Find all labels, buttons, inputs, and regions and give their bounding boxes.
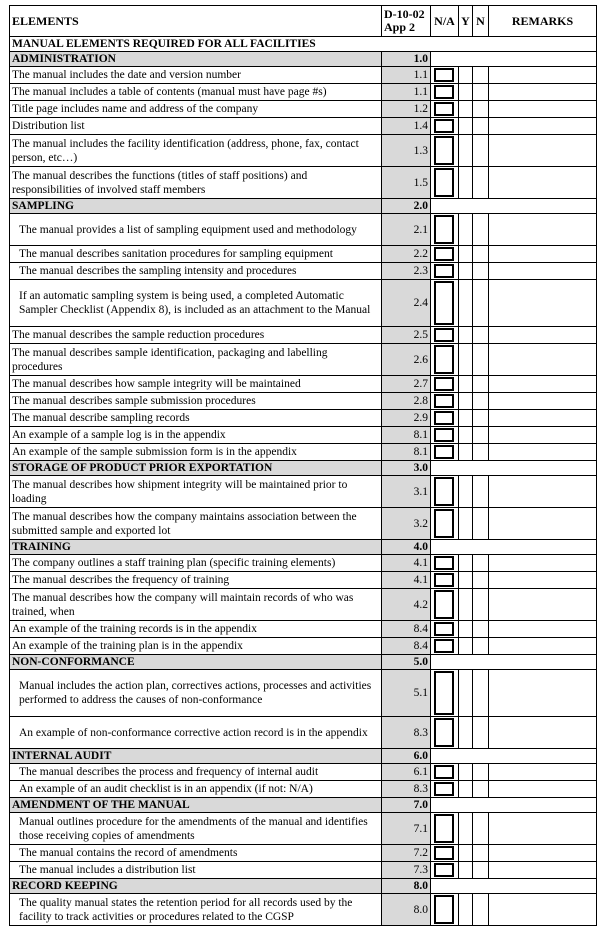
- na-cell: [431, 280, 459, 327]
- reference-number: 2.4: [382, 280, 431, 327]
- remarks-cell[interactable]: [489, 444, 597, 461]
- na-cell: [431, 862, 459, 879]
- checklist-row: [10, 555, 597, 572]
- no-cell[interactable]: [473, 101, 489, 118]
- na-checkbox[interactable]: [434, 477, 454, 506]
- banner-row: [10, 37, 597, 52]
- na-checkbox[interactable]: [434, 345, 454, 374]
- element-description: The quality manual states the retention period for all records used by the facility to track activities or procedures related to the CGSP: [10, 894, 382, 926]
- na-cell: [431, 118, 459, 135]
- reference-number: 8.4: [382, 621, 431, 638]
- remarks-cell[interactable]: [489, 670, 597, 717]
- na-cell: [431, 444, 459, 461]
- no-cell[interactable]: [473, 376, 489, 393]
- na-cell: [431, 555, 459, 572]
- checklist-row: [10, 638, 597, 655]
- yes-cell[interactable]: [459, 862, 473, 879]
- na-cell: [431, 101, 459, 118]
- na-cell: [431, 410, 459, 427]
- header-na: N/A: [431, 6, 459, 37]
- no-cell[interactable]: [473, 167, 489, 199]
- element-description: The manual describes how the company maintains association between the submitted sample and exported lot: [10, 508, 382, 540]
- section-title: STORAGE OF PRODUCT PRIOR EXPORTATION: [10, 461, 382, 476]
- reference-number: 7.2: [382, 845, 431, 862]
- reference-number: 8.1: [382, 427, 431, 444]
- reference-number: 5.1: [382, 670, 431, 717]
- na-checkbox[interactable]: [434, 377, 454, 391]
- remarks-cell[interactable]: [489, 67, 597, 84]
- yes-cell[interactable]: [459, 67, 473, 84]
- reference-number: 1.5: [382, 167, 431, 199]
- remarks-cell[interactable]: [489, 508, 597, 540]
- reference-number: 7.1: [382, 813, 431, 845]
- remarks-cell[interactable]: [489, 862, 597, 879]
- na-cell: [431, 327, 459, 344]
- remarks-cell[interactable]: [489, 101, 597, 118]
- element-description: The manual describes how shipment integrity will be maintained prior to loading: [10, 476, 382, 508]
- na-checkbox[interactable]: [434, 622, 454, 636]
- section-title: AMENDMENT OF THE MANUAL: [10, 798, 382, 813]
- na-cell: [431, 376, 459, 393]
- reference-number: 1.1: [382, 84, 431, 101]
- na-checkbox[interactable]: [434, 765, 454, 779]
- no-cell[interactable]: [473, 118, 489, 135]
- reference-number: 8.0: [382, 894, 431, 926]
- reference-number: 8.4: [382, 638, 431, 655]
- remarks-cell[interactable]: [489, 393, 597, 410]
- element-description: The manual provides a list of sampling equipment used and methodology: [10, 214, 382, 246]
- na-cell: [431, 427, 459, 444]
- na-checkbox[interactable]: [434, 895, 454, 924]
- na-checkbox[interactable]: [434, 556, 454, 570]
- no-cell[interactable]: [473, 393, 489, 410]
- checklist-row: [10, 101, 597, 118]
- yes-cell[interactable]: [459, 845, 473, 862]
- na-checkbox[interactable]: [434, 394, 454, 408]
- yes-cell[interactable]: [459, 214, 473, 246]
- section-number: 5.0: [382, 655, 431, 670]
- section-row: [10, 798, 597, 813]
- na-checkbox[interactable]: [434, 671, 454, 715]
- remarks-cell[interactable]: [489, 263, 597, 280]
- element-description: Title page includes name and address of the company: [10, 101, 382, 118]
- section-number: 8.0: [382, 879, 431, 894]
- yes-cell[interactable]: [459, 344, 473, 376]
- checklist-row: [10, 621, 597, 638]
- na-checkbox[interactable]: [434, 102, 454, 116]
- element-description: An example of an audit checklist is in an appendix (if not: N/A): [10, 781, 382, 798]
- section-spacer: [431, 879, 597, 894]
- checklist-row: [10, 167, 597, 199]
- reference-number: 1.1: [382, 67, 431, 84]
- remarks-cell[interactable]: [489, 246, 597, 263]
- na-checkbox[interactable]: [434, 281, 454, 325]
- remarks-cell[interactable]: [489, 376, 597, 393]
- no-cell[interactable]: [473, 280, 489, 327]
- no-cell[interactable]: [473, 67, 489, 84]
- remarks-cell[interactable]: [489, 410, 597, 427]
- reference-number: 6.1: [382, 764, 431, 781]
- remarks-cell[interactable]: [489, 118, 597, 135]
- checklist-row: [10, 84, 597, 101]
- section-spacer: [431, 798, 597, 813]
- checklist-row: [10, 246, 597, 263]
- yes-cell[interactable]: [459, 246, 473, 263]
- no-cell[interactable]: [473, 410, 489, 427]
- reference-number: 1.3: [382, 135, 431, 167]
- no-cell[interactable]: [473, 427, 489, 444]
- remarks-cell[interactable]: [489, 621, 597, 638]
- reference-number: 3.2: [382, 508, 431, 540]
- na-cell: [431, 764, 459, 781]
- remarks-cell[interactable]: [489, 344, 597, 376]
- checklist-row: [10, 214, 597, 246]
- element-description: The manual describes how sample integrity will be maintained: [10, 376, 382, 393]
- no-cell[interactable]: [473, 621, 489, 638]
- checklist-row: [10, 476, 597, 508]
- section-spacer: [431, 540, 597, 555]
- no-cell[interactable]: [473, 813, 489, 845]
- checklist-row: [10, 263, 597, 280]
- checklist-row: [10, 118, 597, 135]
- na-checkbox[interactable]: [434, 136, 454, 165]
- element-description: The manual describes the functions (titles of staff positions) and responsibilities of involved staff members: [10, 167, 382, 199]
- na-checkbox[interactable]: [434, 863, 454, 877]
- header-no: N: [473, 6, 489, 37]
- checklist-row: [10, 393, 597, 410]
- na-checkbox[interactable]: [434, 68, 454, 82]
- na-checkbox[interactable]: [434, 215, 454, 244]
- checklist-row: [10, 427, 597, 444]
- na-checkbox[interactable]: [434, 247, 454, 261]
- na-checkbox[interactable]: [434, 573, 454, 587]
- element-description: An example of the training records is in the appendix: [10, 621, 382, 638]
- reference-number: 4.1: [382, 572, 431, 589]
- element-description: The manual describes the sample reduction procedures: [10, 327, 382, 344]
- yes-cell[interactable]: [459, 376, 473, 393]
- no-cell[interactable]: [473, 135, 489, 167]
- na-checkbox[interactable]: [434, 428, 454, 442]
- section-title: SAMPLING: [10, 199, 382, 214]
- na-cell: [431, 393, 459, 410]
- reference-number: 7.3: [382, 862, 431, 879]
- element-description: The manual contains the record of amendments: [10, 845, 382, 862]
- remarks-cell[interactable]: [489, 427, 597, 444]
- na-cell: [431, 572, 459, 589]
- no-cell[interactable]: [473, 327, 489, 344]
- remarks-cell[interactable]: [489, 845, 597, 862]
- na-checkbox[interactable]: [434, 411, 454, 425]
- yes-cell[interactable]: [459, 508, 473, 540]
- yes-cell[interactable]: [459, 476, 473, 508]
- element-description: The manual includes the facility identification (address, phone, fax, contact person, etc…): [10, 135, 382, 167]
- element-description: If an automatic sampling system is being used, a completed Automatic Sampler Checklist (Appendix 8), is included as an attachment to the Manual: [10, 280, 382, 327]
- yes-cell[interactable]: [459, 444, 473, 461]
- element-description: The manual describe sampling records: [10, 410, 382, 427]
- element-description: The manual describes sample identification, packaging and labelling procedures: [10, 344, 382, 376]
- no-cell[interactable]: [473, 508, 489, 540]
- section-row: [10, 655, 597, 670]
- no-cell[interactable]: [473, 717, 489, 749]
- na-checkbox[interactable]: [434, 168, 454, 197]
- header-yes: Y: [459, 6, 473, 37]
- reference-number: 4.1: [382, 555, 431, 572]
- no-cell[interactable]: [473, 638, 489, 655]
- no-cell[interactable]: [473, 862, 489, 879]
- header-row: [10, 6, 597, 37]
- remarks-cell[interactable]: [489, 781, 597, 798]
- na-cell: [431, 84, 459, 101]
- section-spacer: [431, 749, 597, 764]
- element-description: The manual includes the date and version number: [10, 67, 382, 84]
- na-cell: [431, 135, 459, 167]
- na-cell: [431, 214, 459, 246]
- checklist-body: [10, 37, 597, 926]
- section-spacer: [431, 461, 597, 476]
- element-description: An example of the sample submission form is in the appendix: [10, 444, 382, 461]
- no-cell[interactable]: [473, 263, 489, 280]
- reference-number: 8.3: [382, 717, 431, 749]
- checklist-row: [10, 410, 597, 427]
- element-description: An example of a sample log is in the appendix: [10, 427, 382, 444]
- checklist-row: [10, 845, 597, 862]
- yes-cell[interactable]: [459, 167, 473, 199]
- section-row: [10, 199, 597, 214]
- yes-cell[interactable]: [459, 572, 473, 589]
- checklist-row: [10, 508, 597, 540]
- remarks-cell[interactable]: [489, 214, 597, 246]
- checklist-row: [10, 781, 597, 798]
- remarks-cell[interactable]: [489, 572, 597, 589]
- reference-number: 1.2: [382, 101, 431, 118]
- manual-elements-checklist: [9, 5, 597, 926]
- element-description: The manual describes sample submission procedures: [10, 393, 382, 410]
- remarks-cell[interactable]: [489, 764, 597, 781]
- banner-title: MANUAL ELEMENTS REQUIRED FOR ALL FACILITIES: [10, 37, 597, 52]
- checklist-row: [10, 813, 597, 845]
- section-number: 6.0: [382, 749, 431, 764]
- checklist-row: [10, 589, 597, 621]
- remarks-cell[interactable]: [489, 135, 597, 167]
- reference-number: 2.9: [382, 410, 431, 427]
- element-description: The manual describes the frequency of training: [10, 572, 382, 589]
- no-cell[interactable]: [473, 764, 489, 781]
- reference-number: 2.8: [382, 393, 431, 410]
- section-row: [10, 749, 597, 764]
- na-cell: [431, 344, 459, 376]
- element-description: The manual includes a distribution list: [10, 862, 382, 879]
- header-reference: [382, 6, 431, 37]
- remarks-cell[interactable]: [489, 327, 597, 344]
- remarks-cell[interactable]: [489, 280, 597, 327]
- reference-number: 2.6: [382, 344, 431, 376]
- element-description: An example of non-conformance corrective action record is in the appendix: [10, 717, 382, 749]
- element-description: Manual outlines procedure for the amendments of the manual and identifies those receiving copies of amendments: [10, 813, 382, 845]
- na-checkbox[interactable]: [434, 590, 454, 619]
- element-description: The company outlines a staff training plan (specific training elements): [10, 555, 382, 572]
- yes-cell[interactable]: [459, 427, 473, 444]
- section-title: ADMINISTRATION: [10, 52, 382, 67]
- section-number: 1.0: [382, 52, 431, 67]
- yes-cell[interactable]: [459, 118, 473, 135]
- section-row: [10, 879, 597, 894]
- na-cell: [431, 246, 459, 263]
- na-checkbox[interactable]: [434, 782, 454, 796]
- na-cell: [431, 508, 459, 540]
- element-description: Distribution list: [10, 118, 382, 135]
- element-description: The manual describes how the company will maintain records of who was trained, when: [10, 589, 382, 621]
- na-cell: [431, 589, 459, 621]
- element-description: The manual includes a table of contents (manual must have page #s): [10, 84, 382, 101]
- element-description: An example of the training plan is in the appendix: [10, 638, 382, 655]
- checklist-row: [10, 670, 597, 717]
- section-spacer: [431, 199, 597, 214]
- remarks-cell[interactable]: [489, 167, 597, 199]
- na-checkbox[interactable]: [434, 814, 454, 843]
- na-cell: [431, 717, 459, 749]
- na-checkbox[interactable]: [434, 718, 454, 747]
- checklist-row: [10, 717, 597, 749]
- na-checkbox[interactable]: [434, 846, 454, 860]
- yes-cell[interactable]: [459, 263, 473, 280]
- na-checkbox[interactable]: [434, 264, 454, 278]
- yes-cell[interactable]: [459, 589, 473, 621]
- remarks-cell[interactable]: [489, 638, 597, 655]
- checklist-row: [10, 327, 597, 344]
- remarks-cell[interactable]: [489, 84, 597, 101]
- na-cell: [431, 670, 459, 717]
- no-cell[interactable]: [473, 246, 489, 263]
- checklist-row: [10, 344, 597, 376]
- yes-cell[interactable]: [459, 393, 473, 410]
- no-cell[interactable]: [473, 845, 489, 862]
- section-spacer: [431, 52, 597, 67]
- reference-number: 4.2: [382, 589, 431, 621]
- yes-cell[interactable]: [459, 717, 473, 749]
- yes-cell[interactable]: [459, 327, 473, 344]
- reference-number: 1.4: [382, 118, 431, 135]
- no-cell[interactable]: [473, 444, 489, 461]
- no-cell[interactable]: [473, 476, 489, 508]
- na-cell: [431, 167, 459, 199]
- checklist-row: [10, 67, 597, 84]
- yes-cell[interactable]: [459, 84, 473, 101]
- header-remarks: REMARKS: [489, 6, 597, 37]
- section-number: 7.0: [382, 798, 431, 813]
- element-description: The manual describes the process and frequency of internal audit: [10, 764, 382, 781]
- reference-number: 2.2: [382, 246, 431, 263]
- no-cell[interactable]: [473, 572, 489, 589]
- reference-number: 2.1: [382, 214, 431, 246]
- element-description: Manual includes the action plan, correctives actions, processes and activities performed to address the causes of non-conformance: [10, 670, 382, 717]
- checklist-row: [10, 135, 597, 167]
- checklist-row: [10, 764, 597, 781]
- section-row: [10, 461, 597, 476]
- yes-cell[interactable]: [459, 670, 473, 717]
- reference-number: 2.3: [382, 263, 431, 280]
- header-reference-line2: App 2: [384, 20, 416, 34]
- remarks-cell[interactable]: [489, 589, 597, 621]
- remarks-cell[interactable]: [489, 476, 597, 508]
- section-title: TRAINING: [10, 540, 382, 555]
- na-cell: [431, 813, 459, 845]
- yes-cell[interactable]: [459, 135, 473, 167]
- na-cell: [431, 67, 459, 84]
- yes-cell[interactable]: [459, 101, 473, 118]
- reference-number: 8.3: [382, 781, 431, 798]
- section-number: 4.0: [382, 540, 431, 555]
- na-cell: [431, 781, 459, 798]
- section-row: [10, 540, 597, 555]
- section-title: INTERNAL AUDIT: [10, 749, 382, 764]
- na-checkbox[interactable]: [434, 328, 454, 342]
- yes-cell[interactable]: [459, 410, 473, 427]
- na-checkbox[interactable]: [434, 445, 454, 459]
- reference-number: 8.1: [382, 444, 431, 461]
- checklist-row: [10, 444, 597, 461]
- reference-number: 2.5: [382, 327, 431, 344]
- header-reference-line1: D-10-02: [384, 7, 425, 21]
- no-cell[interactable]: [473, 670, 489, 717]
- remarks-cell[interactable]: [489, 813, 597, 845]
- no-cell[interactable]: [473, 589, 489, 621]
- checklist-row: [10, 572, 597, 589]
- na-checkbox[interactable]: [434, 119, 454, 133]
- na-checkbox[interactable]: [434, 639, 454, 653]
- element-description: The manual describes the sampling intensity and procedures: [10, 263, 382, 280]
- reference-number: 2.7: [382, 376, 431, 393]
- yes-cell[interactable]: [459, 781, 473, 798]
- remarks-cell[interactable]: [489, 555, 597, 572]
- na-cell: [431, 476, 459, 508]
- section-title: RECORD KEEPING: [10, 879, 382, 894]
- na-cell: [431, 621, 459, 638]
- na-checkbox[interactable]: [434, 85, 454, 99]
- remarks-cell[interactable]: [489, 717, 597, 749]
- checklist-row: [10, 376, 597, 393]
- section-row: [10, 52, 597, 67]
- header-elements: ELEMENTS: [10, 6, 382, 37]
- no-cell[interactable]: [473, 555, 489, 572]
- na-cell: [431, 638, 459, 655]
- na-cell: [431, 263, 459, 280]
- section-title: NON-CONFORMANCE: [10, 655, 382, 670]
- yes-cell[interactable]: [459, 555, 473, 572]
- no-cell[interactable]: [473, 84, 489, 101]
- na-checkbox[interactable]: [434, 509, 454, 538]
- yes-cell[interactable]: [459, 621, 473, 638]
- no-cell[interactable]: [473, 344, 489, 376]
- checklist-row: [10, 862, 597, 879]
- no-cell[interactable]: [473, 781, 489, 798]
- section-spacer: [431, 655, 597, 670]
- yes-cell[interactable]: [459, 764, 473, 781]
- na-cell: [431, 845, 459, 862]
- yes-cell[interactable]: [459, 280, 473, 327]
- no-cell[interactable]: [473, 214, 489, 246]
- yes-cell[interactable]: [459, 813, 473, 845]
- section-number: 3.0: [382, 461, 431, 476]
- checklist-row: [10, 280, 597, 327]
- reference-number: 3.1: [382, 476, 431, 508]
- section-number: 2.0: [382, 199, 431, 214]
- element-description: The manual describes sanitation procedures for sampling equipment: [10, 246, 382, 263]
- yes-cell[interactable]: [459, 638, 473, 655]
